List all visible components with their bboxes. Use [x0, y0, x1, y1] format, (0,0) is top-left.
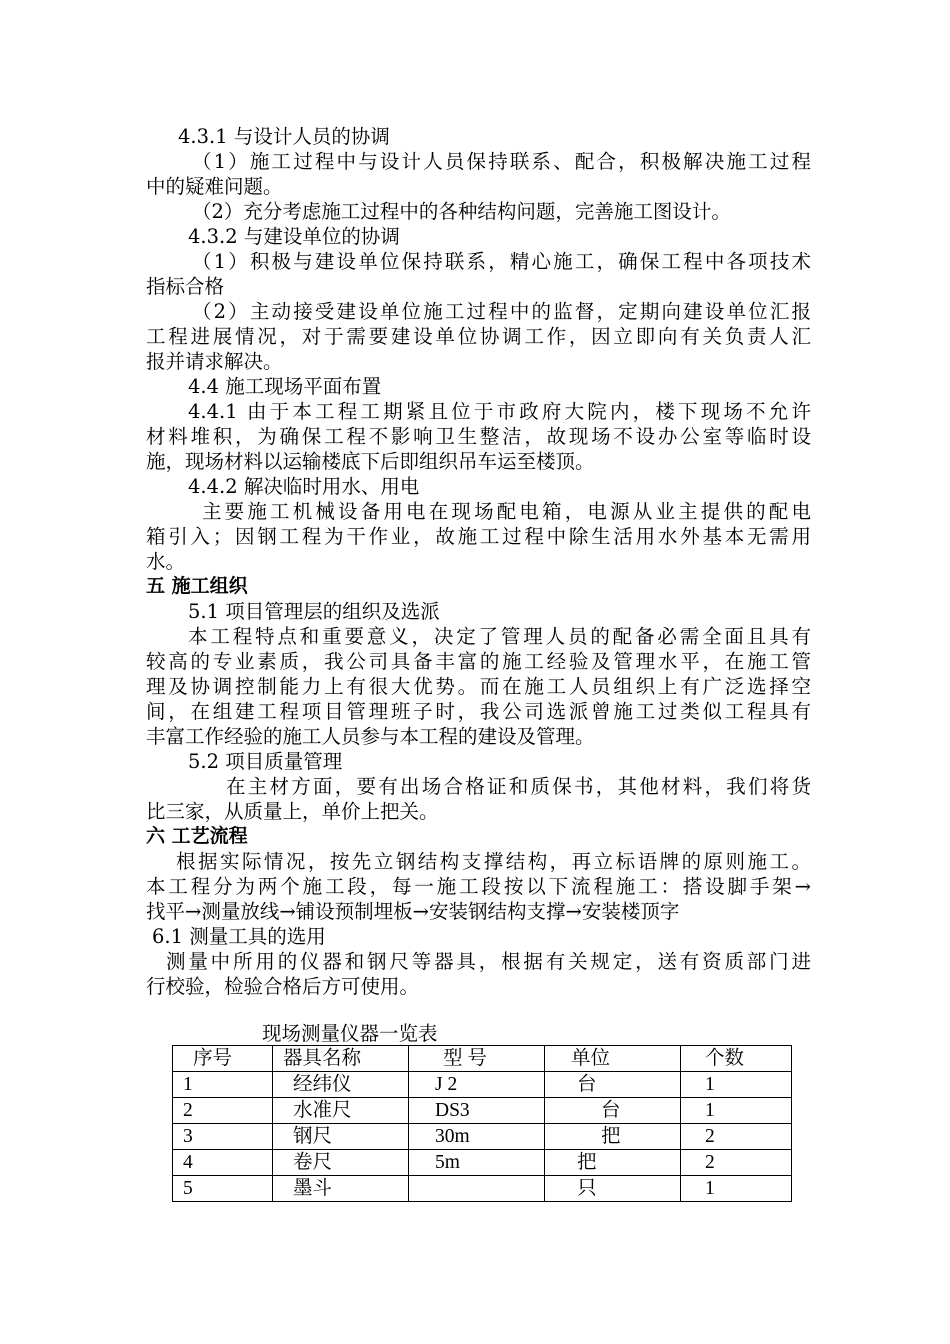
paragraph-line: 主要施工机械设备用电在现场配电箱，电源从业主提供的配电 [202, 500, 811, 523]
table-cell: 台 [545, 1072, 681, 1098]
table-cell: 5 [173, 1176, 273, 1202]
chapter-heading-5: 五 施工组织 [146, 575, 248, 597]
paragraph-line: 工程进展情况，对于需要建设单位协调工作，因立即向有关负责人汇 [146, 325, 811, 348]
paragraph-line: 本工程特点和重要意义，决定了管理人员的配备必需全面且具有 [188, 625, 811, 648]
paragraph-line: 中的疑难问题。 [146, 175, 283, 198]
paragraph-line: 4.4.1 由于本工程工期紧且位于市政府大院内，楼下现场不允许 [188, 400, 811, 423]
section-heading-4-4: 4.4 施工现场平面布置 [188, 375, 382, 398]
table-cell: 2 [173, 1098, 273, 1124]
section-heading-4-3-1: 4.3.1 与设计人员的协调 [178, 125, 390, 148]
header-cell: 器具名称 [273, 1046, 409, 1072]
table-cell: 钢尺 [273, 1124, 409, 1150]
section-heading-4-4-2: 4.4.2 解决临时用水、用电 [188, 475, 420, 498]
paragraph-line: 材料堆积，为确保工程不影响卫生整洁，故现场不设办公室等临时设 [146, 425, 811, 448]
table-row [173, 1124, 792, 1150]
section-heading-5-2: 5.2 项目质量管理 [188, 750, 343, 773]
table-row [173, 1150, 792, 1176]
table-row [173, 1176, 792, 1202]
table-cell: J 2 [409, 1072, 545, 1098]
table-cell: 墨斗 [273, 1176, 409, 1202]
paragraph-line: 测量中所用的仪器和钢尺等器具，根据有关规定，送有资质部门进 [166, 950, 811, 973]
table-cell: 1 [681, 1176, 792, 1202]
table-cell: 3 [173, 1124, 273, 1150]
section-heading-6-1: 6.1 测量工具的选用 [152, 925, 326, 948]
table-cell: 水准尺 [273, 1098, 409, 1124]
paragraph-line: 水。 [146, 550, 186, 573]
table-cell: DS3 [409, 1098, 545, 1124]
table-row [173, 1098, 792, 1124]
paragraph-line: 比三家，从质量上，单价上把关。 [146, 800, 439, 823]
table-caption: 现场测量仪器一览表 [262, 1022, 438, 1045]
table-cell: 把 [545, 1124, 681, 1150]
paragraph-line: 找平→测量放线→铺设预制埋板→安装钢结构支撑→安装楼顶字 [146, 900, 680, 923]
header-cell: 型 号 [409, 1046, 545, 1072]
table-cell: 经纬仪 [273, 1072, 409, 1098]
paragraph-line: （1）积极与建设单位保持联系，精心施工，确保工程中各项技术 [192, 250, 811, 273]
paragraph-line: 箱引入；因钢工程为干作业，故施工过程中除生活用水外基本无需用 [146, 525, 811, 548]
table-cell: 2 [681, 1124, 792, 1150]
section-heading-5-1: 5.1 项目管理层的组织及选派 [188, 600, 440, 623]
paragraph-line: 间，在组建工程项目管理班子时，我公司选派曾施工过类似工程具有 [146, 700, 811, 723]
table-cell: 只 [545, 1176, 681, 1202]
table-row [173, 1072, 792, 1098]
paragraph-line: 报并请求解决。 [146, 350, 283, 373]
header-cell: 序号 [173, 1046, 273, 1072]
paragraph-line: （2）主动接受建设单位施工过程中的监督，定期向建设单位汇报 [192, 300, 811, 323]
chapter-heading-6: 六 工艺流程 [146, 825, 248, 847]
paragraph-line: 在主材方面，要有出场合格证和质保书，其他材料，我们将货 [226, 775, 811, 798]
paragraph-line: 根据实际情况，按先立钢结构支撑结构，再立标语牌的原则施工。 [176, 850, 811, 873]
paragraph-line: 较高的专业素质，我公司具备丰富的施工经验及管理水平，在施工管 [146, 650, 811, 673]
table-cell [409, 1176, 545, 1202]
header-cell: 个数 [681, 1046, 792, 1072]
paragraph-line: 施，现场材料以运输楼底下后即组织吊车运至楼顶。 [146, 450, 595, 473]
table-cell: 4 [173, 1150, 273, 1176]
table-cell: 1 [681, 1098, 792, 1124]
paragraph-line: 指标合格 [146, 275, 225, 298]
table-cell: 5m [409, 1150, 545, 1176]
table-cell: 1 [681, 1072, 792, 1098]
table-cell: 30m [409, 1124, 545, 1150]
table-cell: 1 [173, 1072, 273, 1098]
table-cell: 台 [545, 1098, 681, 1124]
table-cell: 2 [681, 1150, 792, 1176]
table-cell: 卷尺 [273, 1150, 409, 1176]
paragraph-line: （2）充分考虑施工过程中的各种结构问题，完善施工图设计。 [192, 200, 731, 223]
table-cell: 把 [545, 1150, 681, 1176]
paragraph-line: 本工程分为两个施工段，每一施工段按以下流程施工：搭设脚手架→ [146, 875, 811, 898]
paragraph-line: （1）施工过程中与设计人员保持联系、配合，积极解决施工过程 [192, 150, 811, 173]
section-heading-4-3-2: 4.3.2 与建设单位的协调 [188, 225, 400, 248]
instrument-table [172, 1045, 792, 1202]
paragraph-line: 丰富工作经验的施工人员参与本工程的建设及管理。 [146, 725, 595, 748]
header-cell: 单位 [545, 1046, 681, 1072]
paragraph-line: 理及协调控制能力上有很大优势。而在施工人员组织上有广泛选择空 [146, 675, 811, 698]
table-header-row [173, 1046, 792, 1072]
paragraph-line: 行校验，检验合格后方可使用。 [146, 975, 420, 998]
